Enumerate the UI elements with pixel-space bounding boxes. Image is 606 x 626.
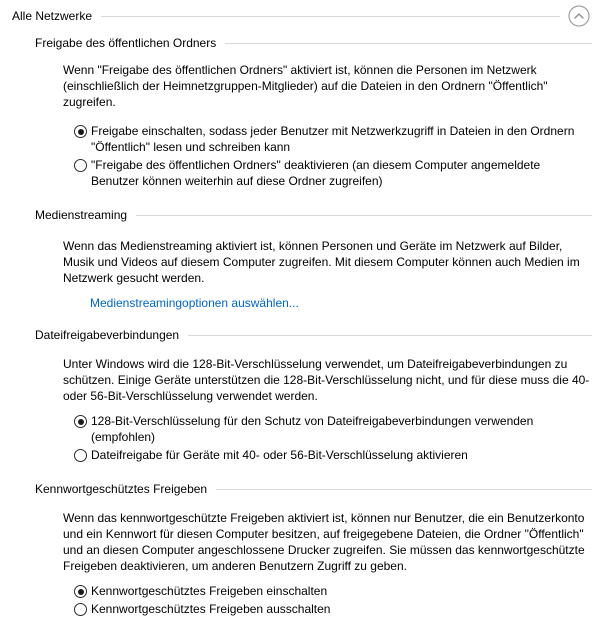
radio-button-selected[interactable] [74,585,87,598]
radio-label: 128-Bit-Verschlüsselung für den Schutz von Dateifreigabeverbindungen verwenden (empfohlen) [91,414,534,444]
description-line: Unter Windows wird die 128-Bit-Verschlüsselung verwendet, um Dateifreigabeverbindungen zu [63,357,568,371]
description-line: Wenn "Freigabe des öffentlichen Ordners" aktiviert ist, können die Personen im Netzwerk [63,63,537,77]
radio-button-unselected[interactable] [74,449,87,462]
radio-label: Kennwortgeschütztes Freigeben einschalten [91,584,328,598]
radio-label: "Freigabe des öffentlichen Ordners" deaktivieren (an diesem Computer angemeldete Benutzer können weiterhin auf diese Ordner zugreifen) [91,158,541,188]
section-description [63,510,592,574]
description-line: und an diesen Computer angeschlossene Drucker zugreifen. Sie müssen das kennwortgeschützte [63,543,585,557]
description-line: Musik und Videos auf diesem Computer zugreifen. Mit diesem Computer können auch Medien im [63,255,580,269]
page-title: Alle Netzwerke [12,9,93,23]
description-line: und ein Kennwort für diesen Computer besitzen, auf freigegebene Dateien, die Ordner "Öffentlich" [63,527,584,541]
radio-option-public-sharing-off[interactable] [74,157,592,189]
section-group-header-alle-netzwerke [0,5,606,27]
section-description [63,356,592,404]
section-title: Kennwortgeschütztes Freigeben [35,482,208,496]
radio-button-selected[interactable] [74,125,87,138]
radio-button-selected[interactable] [74,415,87,428]
section-description [63,238,592,286]
section-header-file-sharing-connections [35,327,592,343]
radio-label: Freigabe einschalten, sodass jeder Benutzer mit Netzwerkzugriff in Dateien in den Ordnern "Öffentlich" lesen und schreiben kann [91,124,575,154]
section-header-public-folder-sharing [35,35,592,51]
section-title: Dateifreigabeverbindungen [35,328,180,342]
radio-option-password-sharing-off[interactable] [74,601,592,617]
divider [216,489,592,490]
radio-option-40-56bit-encryption[interactable] [74,447,592,463]
radio-option-password-sharing-on[interactable] [74,583,592,599]
description-line: Wenn das kennwortgeschützte Freigeben aktiviert ist, können nur Benutzer, die ein Benutzerkonto [63,511,585,525]
section-header-media-streaming [35,207,592,223]
radio-label: Kennwortgeschütztes Freigeben ausschalten [91,602,331,616]
divider [188,335,592,336]
radio-button-unselected[interactable] [74,603,87,616]
radio-label: Dateifreigabe für Geräte mit 40- oder 56-Bit-Verschlüsselung aktivieren [91,448,468,462]
divider [101,16,560,17]
divider [136,215,592,216]
collapse-chevron-up-icon[interactable] [568,5,590,27]
description-line: zugreifen. [63,95,116,109]
radio-button-unselected[interactable] [74,159,87,172]
description-line: Freigeben deaktivieren, um anderen Benutzern Zugriff zu geben. [63,559,407,573]
radio-option-128bit-encryption[interactable] [74,413,592,445]
media-streaming-options-link[interactable]: Medienstreamingoptionen auswählen... [90,296,299,310]
section-description [63,62,592,110]
section-header-password-protected-sharing [35,481,592,497]
description-line: (einschließlich der Heimnetzgruppen-Mitglieder) auf die Dateien in den Ordnern "Öffentlich" [63,79,548,93]
description-line: Wenn das Medienstreaming aktiviert ist, können Personen und Geräte im Netzwerk auf Bilder, [63,239,563,253]
radio-option-public-sharing-on[interactable] [74,123,592,155]
description-line: oder 56-Bit-Verschlüsselung verwendet werden. [63,389,318,403]
section-title: Medienstreaming [35,208,128,222]
description-line: schützen. Einige Geräte unterstützen die 128-Bit-Verschlüsselung nicht, und für diese muss die 40- [63,373,590,387]
description-line: Netzwerk gesucht werden. [63,271,205,285]
section-title: Freigabe des öffentlichen Ordners [35,36,217,50]
divider [225,43,592,44]
